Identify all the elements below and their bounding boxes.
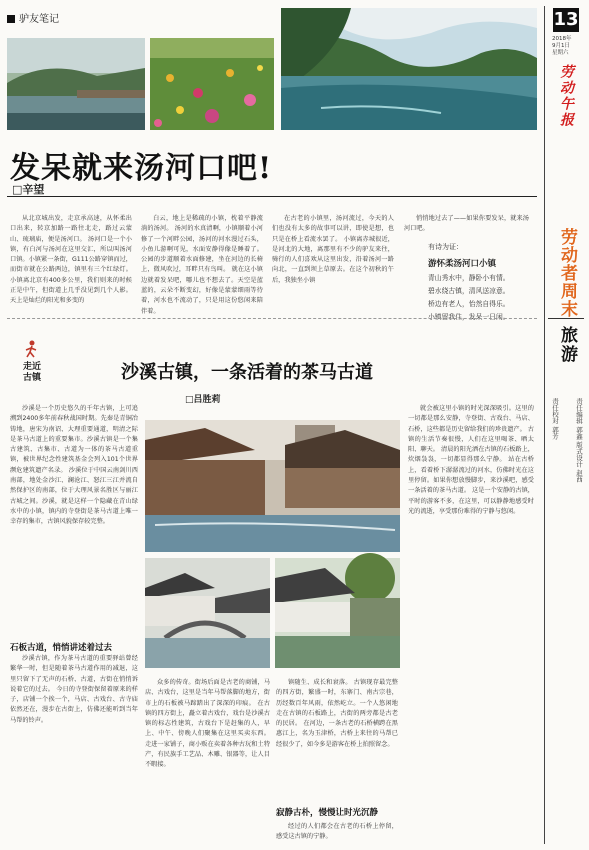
column-tag [10,340,54,384]
poem-line: 小镇留我住，发呆一日闲。 [428,313,510,321]
section-divider [7,318,537,320]
photo-lake-bridge [7,38,145,130]
photo-old-town-main [145,420,400,552]
article1-column-4 [404,214,529,244]
poem-line: 青山秀水中，静卧小有情。 [428,274,510,282]
article1-column-2 [141,214,263,315]
topic-label: 旅游 [557,326,577,364]
article1-author: □辛望 [12,183,45,196]
photo-river [281,8,537,130]
photo-flowers [150,38,274,130]
article1-col4-text: 悄悄地过去了——如果你要发呆，就来汤河口吧。 [404,215,529,233]
date-weekday: 星期六 [552,50,569,56]
photo-green-village [275,558,400,668]
article1-column-3 [272,214,394,306]
page-number: 13 [553,9,579,30]
article2-col-c2-text: 经过的人们都会在古老的石桥上停留，感受这古镇的宁静。 [276,823,398,841]
article2-subhead-2: 寂静古朴，慢慢让时光沉静 [276,808,379,818]
poem-line: 碧水绕古镇，清风送凉意。 [428,287,510,295]
sidebar-divider [544,6,545,844]
date-day: 9月1日 [552,43,570,49]
article2-column-c [276,678,398,778]
article2-intro [10,404,138,636]
article1-title: 发呆就来汤河口吧! [10,151,273,186]
sidebar-rule [548,318,584,319]
walker-icon [20,340,44,358]
date-year: 2018年 [552,36,572,42]
weekly-title: 劳动者周末 [557,228,577,318]
article2-column-a [10,654,138,844]
article1-col2-text: 白云，地上是稀疏的小镇，枕着平静流淌的汤河。 汤河的水真清啊，小镇顺着小河修了一个河畔公园，汤河的河水漫过石头，小鱼儿游啊可见，水面安静得像是睡着了。公园的步道顺着水面修建，坐在河边的长椅上，微风吹过，耳畔只有鸟叫。 就在这小镇边就着发呆吧，哪儿也不想去了。天空是蓝蓝的，云朵不断变幻，好像是蒙蒙细雨等待着，河水也不流动了，只是用这份悠闲来陪伴着。 [141,215,263,315]
article2-title: 沙溪古镇，一条活着的茶马古道 [121,362,373,383]
newspaper-logo: 劳动午报 [558,64,574,128]
article2-col-d-text: 就会被这里小镇的时光深深吸引。这里的一切都是那么安静，寺登街、古戏台、马店、石桥，这些都是历史留给我们的珍贵遗产。 古镇的生活节奏很慢，人们在这里喝茶、晒太阳、聊天。 清晨的阳光洒在古镇的石板路上，炊烟袅袅，一切都显得那么宁静。 站在古桥上，看着桥下潺潺流过的河水，仿佛时光在这里停留。如果你想放慢脚步，来沙溪吧，感受一条活着的茶马古道。 这是一个安静的古镇，平时的游客不多，在这里，可以静静地感受时光的流逝，享受那份难得的宁静与悠闲。 [408,405,534,515]
photo-bridge-village [145,558,270,668]
column-tag-line2: 古镇 [22,373,41,383]
article2-col-a-text: 沙溪古镇，作为茶马古道的重要驿站曾经繁华一时，但是随着茶马古道作用的减退，这里只留下了无声的石桥、古道，古街在悄悄诉说着它的过去。 今日的寺登街保留着原来的样子，店铺一个挨一个，马店、古戏台、古寺庙依然还在，漫步在古街上，仿佛还能听到当年马帮的铃声。 [10,655,138,724]
article2-column-c2 [276,822,398,846]
poem-line: 桥边有老人，怡然自得乐。 [428,300,510,308]
article2-column-b [145,678,270,844]
poem-title: 游怀柔汤河口小镇 [428,259,497,269]
proof-credits: 责任校对 郭芳 [551,398,559,440]
article2-col-c-text: 镇随生、成长和衰落。 古镇现存最完整的四方街，繁盛一时，东寨门、南古宗巷，历经数百年风雨，依然屹立。一个人悠闲地走在古镇的石板路上，古街的两旁都是古老的民居。 在河边，一条古老的石桥横跨在黑惠江上，名为玉津桥，古桥上来往的马帮已经很少了，如今多是游客在桥上拍照留念。 [276,679,398,748]
article1-rule [7,196,537,197]
square-bullet-icon [7,15,15,23]
column-tag-line1: 走近 [22,362,41,372]
date-block [552,36,572,57]
article1-col3-text: 在古老的小镇里，汤河流过，今天的人们也没有太多的故事可以讲，即使是想，也只是在桥上看流水罢了。 小镇离赤城很近，是河北的大地，离那里有不少的驴友来往，骑行的人们喜欢从这里出发，沿着汤河一路向北，一直到坝上草原去。在这个初秋的午后，我独坐小镇 [272,215,394,284]
article1-column-1 [10,214,132,306]
poem-intro: 有诗为证： [428,243,463,251]
article1-col1-text: 从北京城出发，走京承高速，从怀柔出口出来，转京加路一路往北走，路过云蒙山、琉璃庙，便是汤河口。 汤河口是一个小镇，有白河与汤河在这里交汇，所以叫汤河口镇。小镇紧一条街，G111公路穿镇而过，而街市就在公路两边，镇里有三个红绿灯。小镇离北京有400多公里，我们则来的时候正是中午，但街道上几乎没见到几个人影。天上是灿烂的阳光和多变的 [10,215,132,305]
article2-col-b-text: 众多的传奇。街场后面是古老的商铺，马店、古戏台，这里是当年马帮落脚的地方，街市上的石板被马蹄踏出了深深的印痕。 在古镇的四方街上，矗立着古戏台，戏台是沙溪古镇的标志性建筑，古戏台下是赶集的人，早上、中午、傍晚人们聚集在这里买卖东西。 走进一家铺子，商小贩在卖着各种古玩和土特产，有民族手工艺品、木雕、银器等，让人目不暇接。 [145,679,270,769]
article2-intro-text: 沙溪是一个历史悠久的千年古镇，上可追溯到2400多年前春秋战国时期。先秦是青铜冶铸地，唐宋为南诏、大理重要通道，明清之际是茶马古道上的重要集市。沙溪古镇是一个集古建筑、古集市、古道为一体的茶马古道重镇，被世界纪念性建筑基金会列入101个世界濒危建筑遗产名录。 沙溪位于中国云南剑川西南部，地处金沙江、澜沧江、怒江三江并流自然保护区的南部，位于大理风景名胜区与丽江古城之间。沙溪，就是这样一个隐藏在青山绿水中的小镇，镇内的寺登街是茶马古道上唯一幸存的集市，古镇风貌保存较完整。 [10,405,138,526]
article2-column-d [408,404,534,844]
article2-subhead-1: 石板古道，悄悄讲述着过去 [10,643,113,653]
article2-author: □吕胜莉 [185,395,221,405]
section-label [7,10,59,25]
section-label-text: 驴友笔记 [19,14,59,25]
poem-lines [428,272,510,324]
editor-credits: 责任编辑 郭鑫 版式设计 赵西 [575,398,583,483]
